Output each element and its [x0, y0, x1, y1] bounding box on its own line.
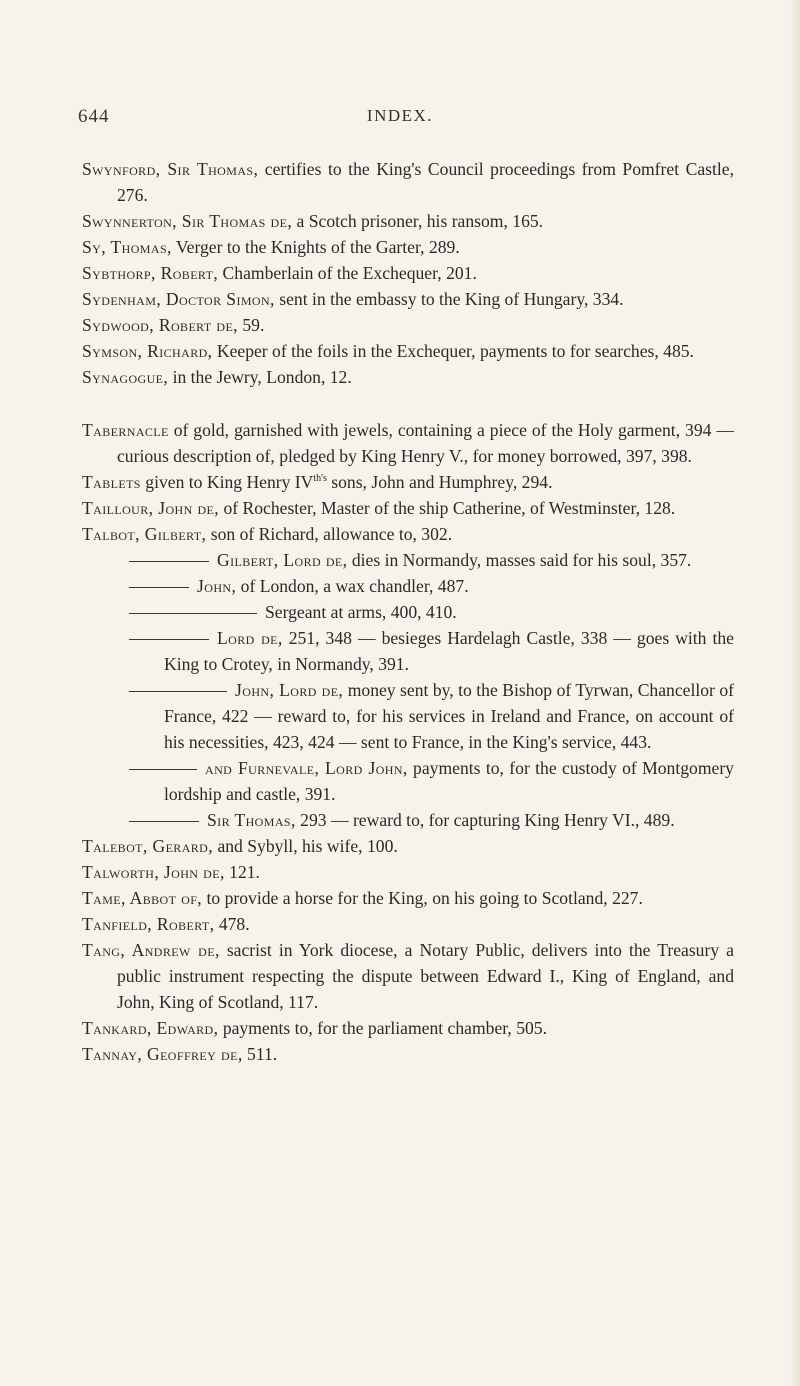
entry-headword: Tankard, Edward,: [82, 1018, 219, 1038]
entry-text: son of Richard, allowance to, 302.: [206, 524, 453, 544]
entry-headword: Tang, Andrew de,: [82, 940, 220, 960]
entry-headword: Tame, Abbot of,: [82, 888, 203, 908]
index-entry: [82, 208, 734, 234]
entry-text: given to King Henry IV: [140, 472, 314, 492]
entry-text: Verger to the Knights of the Garter, 289.: [171, 237, 460, 257]
ditto-rule: [129, 561, 209, 562]
page-edge-shadow: [790, 0, 800, 1386]
entry-text: 293 — reward to, for capturing King Henry VI., 489.: [295, 810, 675, 830]
index-entry: [82, 911, 734, 937]
entry-superscript: th's: [313, 473, 327, 485]
entry-text: sent in the embassy to the King of Hungary, 334.: [274, 289, 624, 309]
entry-headword: Symson, Richard,: [82, 341, 213, 361]
index-subentry: [82, 547, 734, 573]
entry-headword: Tabernacle: [82, 420, 169, 440]
running-head: INDEX.: [366, 106, 434, 125]
entry-headword: Sir Thomas,: [207, 810, 296, 830]
entry-headword: and Furnevale, Lord John,: [205, 758, 408, 778]
ditto-rule: [129, 691, 227, 692]
entry-text: sacrist in York diocese, a Notary Public, delivers into the Treasury a public instrument respecting the dispute between Edward I., King of England, and John, King of Scotland, 117.: [117, 940, 734, 1012]
entry-text: 251, 348 — besieges Hardelagh Castle, 338 — goes with the King to Crotey, in Normandy, 391.: [164, 628, 734, 674]
entry-text: of London, a wax chandler, 487.: [236, 576, 469, 596]
index-entry: [82, 833, 734, 859]
index-entry: [82, 937, 734, 1015]
entry-text: money sent by, to the Bishop of Tyrwan, Chancellor of France, 422 — reward to, for his services in Ireland and France, on account of his necessities, 423, 424 — sent to France, in the King's service, 443.: [164, 680, 734, 752]
page-header: [0, 106, 800, 136]
index-entry: [82, 156, 734, 208]
entry-headword: Sydenham, Doctor Simon,: [82, 289, 275, 309]
entry-text: dies in Normandy, masses said for his soul, 357.: [347, 550, 692, 570]
index-subentry: [82, 625, 734, 677]
entry-headword: Synagogue,: [82, 367, 169, 387]
index-entry: [82, 364, 734, 390]
entry-headword: Tablets: [82, 472, 141, 492]
entry-text: certifies to the King's Council proceedings from Pomfret Castle, 276.: [117, 159, 734, 205]
index-entry: [82, 338, 734, 364]
entry-headword: Swynnerton, Sir Thomas de,: [82, 211, 293, 231]
entry-text: 121.: [224, 862, 260, 882]
index-entry: [82, 417, 734, 469]
page-number: 644: [78, 106, 110, 127]
ditto-rule: [129, 821, 199, 822]
entry-text: a Scotch prisoner, his ransom, 165.: [292, 211, 544, 231]
index-entry: [82, 312, 734, 338]
index-entry: [82, 1015, 734, 1041]
entry-text: of gold, garnished with jewels, containing a piece of the Holy garment, 394 — curious description of, pledged by King Henry V., for money borrowed, 397, 398.: [117, 420, 734, 466]
entry-text: of Rochester, Master of the ship Catherine, of Westminster, 128.: [219, 498, 676, 518]
entry-text: Sergeant at arms, 400, 410.: [265, 602, 457, 622]
entry-headword: Sy, Thomas,: [82, 237, 172, 257]
index-subentry: [82, 755, 734, 807]
entry-text: payments to, for the custody of Montgomery lordship and castle, 391.: [164, 758, 734, 804]
entry-text: 59.: [237, 315, 265, 335]
ditto-rule: [129, 769, 197, 770]
index-entry: [82, 234, 734, 260]
index-entry: [82, 260, 734, 286]
entry-headword: Sybthorp, Robert,: [82, 263, 219, 283]
index-entry: [82, 521, 734, 547]
index-subentry: [82, 599, 734, 625]
entry-text: to provide a horse for the King, on his going to Scotland, 227.: [202, 888, 643, 908]
entry-headword: John,: [197, 576, 237, 596]
index-entry: [82, 1041, 734, 1067]
ditto-rule: [129, 639, 209, 640]
index-entry: [82, 469, 734, 495]
index-entry: [82, 286, 734, 312]
entry-headword: Taillour, John de,: [82, 498, 220, 518]
entry-headword: Gilbert, Lord de,: [217, 550, 348, 570]
index-subentry: [82, 807, 734, 833]
entry-headword: Tannay, Geoffrey de,: [82, 1044, 243, 1064]
entry-text: 478.: [214, 914, 250, 934]
index-subentry: [82, 573, 734, 599]
entry-text: Chamberlain of the Exchequer, 201.: [218, 263, 477, 283]
entry-text: sons, John and Humphrey, 294.: [326, 472, 553, 492]
ditto-rule: [129, 587, 189, 588]
entry-text: payments to, for the parliament chamber, 505.: [218, 1018, 548, 1038]
entry-headword: Talworth, John de,: [82, 862, 225, 882]
index-subentry: [82, 677, 734, 755]
index-entry: [82, 495, 734, 521]
entry-headword: Talebot, Gerard,: [82, 836, 214, 856]
index-entries: [82, 156, 734, 1067]
index-entry: [82, 885, 734, 911]
entry-headword: Tanfield, Robert,: [82, 914, 215, 934]
entry-headword: Swynford, Sir Thomas,: [82, 159, 259, 179]
entry-text: 511.: [242, 1044, 278, 1064]
entry-text: in the Jewry, London, 12.: [168, 367, 352, 387]
entry-headword: Lord de,: [217, 628, 283, 648]
entry-headword: Sydwood, Robert de,: [82, 315, 238, 335]
entry-headword: Talbot, Gilbert,: [82, 524, 207, 544]
entry-text: Keeper of the foils in the Exchequer, payments to for searches, 485.: [212, 341, 694, 361]
ditto-rule: [129, 613, 257, 614]
entry-text: and Sybyll, his wife, 100.: [213, 836, 398, 856]
entry-headword: John, Lord de,: [235, 680, 344, 700]
index-entry: [82, 859, 734, 885]
